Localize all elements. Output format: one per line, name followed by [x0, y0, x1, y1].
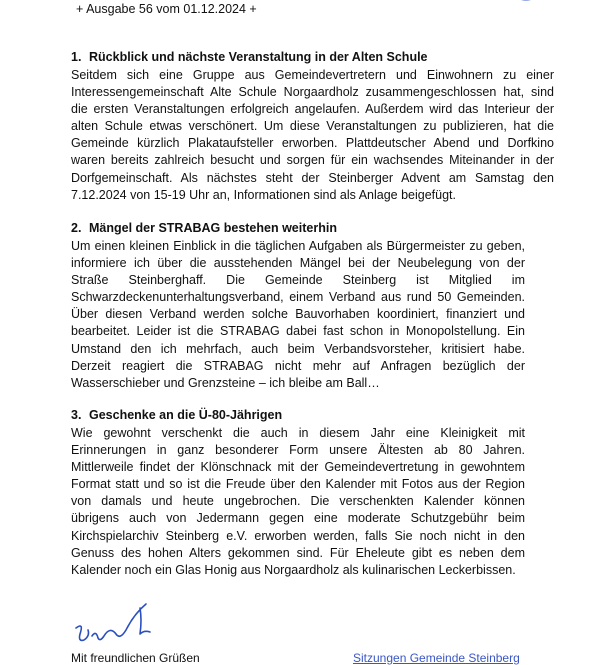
issue-line: + Ausgabe 56 vom 01.12.2024 + [76, 2, 257, 16]
text-line: übrigens auch von Jedermann gegen eine moderate Schutzgebühr beim [71, 511, 525, 526]
text-line: alten Schule etwas verschönert. Um diese Veranstaltungen zu publizieren, hat die [71, 119, 554, 134]
section-title [71, 49, 554, 66]
section-number: 3. [71, 408, 82, 422]
text-line: 7.12.2024 von 15-19 Uhr an, Informationen sind als Anlage beigefügt. [71, 187, 456, 202]
sitzungen-link[interactable]: Sitzungen Gemeinde Steinberg [353, 651, 520, 665]
section-title-text: Geschenke an die Ü-80-Jährigen [89, 408, 283, 422]
section-title [71, 407, 525, 424]
section-number: 2. [71, 221, 82, 235]
text-line: Kirchspielarchiv Steinberg e.V. erworben werden, falls Sie noch nicht in den [71, 528, 525, 543]
text-line: von damals und heute ungebrochen. Die verschenkten Kalender können [71, 494, 525, 509]
text-line: Mittlerweile findet der Klönschnack mit der Gemeindevertretung in gewohntem [71, 460, 525, 475]
text-line: bearbeitet. Leider ist die STRABAG dabei fast schon in Monopolstellung. Ein [71, 324, 525, 339]
text-line: Interessengemeinschaft Alte Schule Norgaardholz zusammengeschlossen hat, sind [71, 85, 554, 100]
text-line: Kalender noch ein Glas Honig aus Norgaardholz als kulinarischen Leckerbissen. [71, 562, 516, 577]
signature [70, 600, 155, 650]
section-title-text: Rückblick und nächste Veranstaltung in der Alten Schule [89, 50, 428, 64]
section-geschenke [71, 407, 525, 579]
text-line: Dorfgemeinschaft. Als nächstes steht der Steinberger Advent am Samstag den [71, 170, 554, 185]
text-line: waren bereits zahlreich besucht und sorgen für ein wachsendes Miteinander in der [71, 153, 554, 168]
text-line: Format statt und so ist die Freude über den Kalender mit Fotos aus der Region [71, 477, 525, 492]
text-line: Genuss des hohen Alters gekommen sind. Für Eheleute gibt es neben dem [71, 545, 525, 560]
section-body [71, 425, 525, 579]
text-line: die ersten Veranstaltungen erfolgreich angelaufen. Außerdem wird das Interieur der [71, 102, 554, 117]
municipal-logo [506, 0, 546, 4]
text-line: Straße Steinberghaff. Die Gemeinde Steinberg ist Mitglied im [71, 273, 525, 288]
text-line: Über diesen Verband werden solche Bauvorhaben koordiniert, finanziert und [71, 307, 525, 322]
section-number: 1. [71, 50, 82, 64]
text-line: Schwarzdeckenunterhaltungsverband, einem Verband aus rund 50 Gemeinden. [71, 290, 525, 305]
section-title [71, 220, 525, 237]
text-line: Seitdem sich eine Gruppe aus Gemeindevertretern und Einwohnern zu einer [71, 68, 554, 82]
section-title-text: Mängel der STRABAG bestehen weiterhin [89, 221, 337, 235]
text-line: Umstand den ich mehrfach, auch beim Verbandsvorsteher, kritisiert habe. [71, 341, 525, 356]
section-rueckblick [71, 49, 554, 204]
closing-text: Mit freundlichen Grüßen [71, 651, 200, 665]
text-line: Wasserschieber und Grenzsteine – ich bleibe am Ball… [71, 375, 380, 390]
section-maengel [71, 220, 525, 392]
text-line: Wie gewohnt verschenkt die auch in diesem Jahr eine Kleinigkeit mit [71, 426, 525, 440]
text-line: Um einen kleinen Einblick in die täglichen Aufgaben als Bürgermeister zu geben, [71, 239, 525, 253]
text-line: Gemeinde kürzlich Plakataufsteller erworben. Plattdeutscher Abend und Dorfkino [71, 136, 554, 151]
section-body [71, 67, 554, 204]
text-line: Derzeit reagiert die STRABAG nicht mehr auf Anfragen bezüglich der [71, 358, 525, 373]
text-line: informiere ich über die ausstehenden Mängel bei der Neubelegung von der [71, 256, 525, 271]
section-body [71, 238, 525, 392]
text-line: Erinnerungen in ganz besonderer Form unsere Ältesten ab 80 Jahren. [71, 443, 525, 458]
